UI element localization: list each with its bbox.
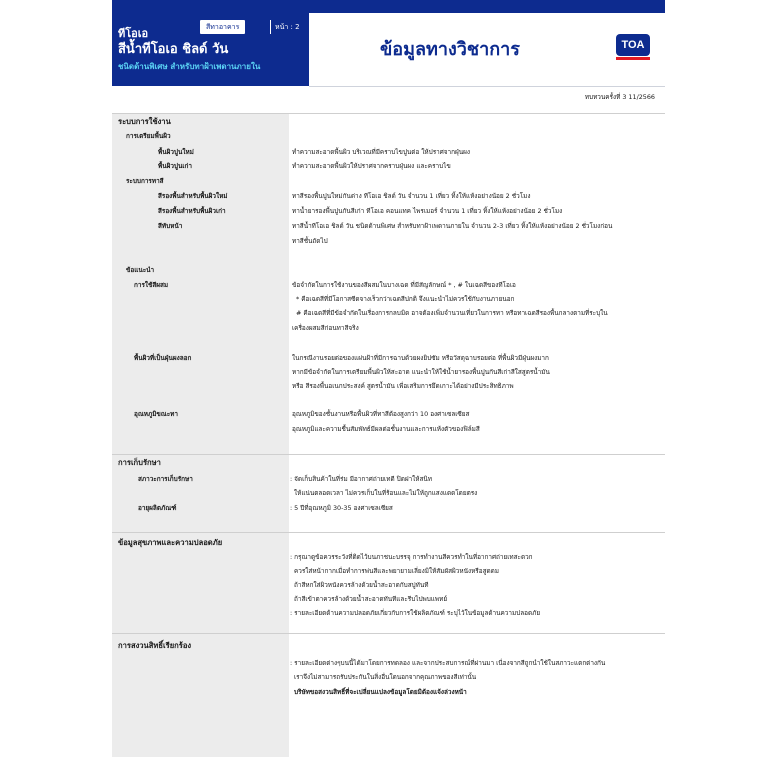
text-dusty-1: ในกรณีงานรอยต่อของแผ่นฝ้าที่มีการฉาบด้วยผงยิปซัม หรือวัสดุฉาบรอยต่อ ที่พื้นผิวมีฝุ่นผงมาก (292, 354, 549, 362)
text-old-surface: ทำความสะอาดพื้นผิวให้ปราศจากคราบฝุ่นผง และคราบไข (292, 162, 451, 170)
section-title-claims: การสงวนสิทธิ์เรียกร้อง (118, 641, 192, 650)
product-subtitle: ชนิดด้านพิเศษ สำหรับทาฝ้าเพดานภายใน (118, 62, 261, 71)
text-shelf-life: : 5 ปีที่อุณหภูมิ 30-35 องศาเซลเซียส (290, 504, 393, 512)
label-primer-new: สีรองพื้นสำหรับพื้นผิวใหม่ (158, 192, 228, 200)
label-color-mixing: การใช้สีผสม (134, 281, 169, 289)
text-safety-3: ถ้าสีหกใส่ผิวหนังควรล้างด้วยน้ำสะอาดกับสบู่ทันที (294, 581, 429, 589)
section-divider (112, 532, 665, 533)
toa-logo: TOA (616, 34, 650, 56)
text-topcoat-1: ทาสีน้ำทีโอเอ ชิลด์ วัน ชนิดด้านพิเศษ สำหรับทาฝ้าเพดานภายใน จำนวน 2-3 เที่ยว ทิ้งให้แห้งอย่างน้อย 2 ชั่วโมงก่อน (292, 222, 613, 230)
header-top-bar (112, 0, 665, 13)
section-title-safety: ข้อมูลสุขภาพและความปลอดภัย (118, 538, 223, 547)
label-temperature: อุณหภูมิขณะทา (134, 410, 178, 418)
section-divider (112, 633, 665, 634)
text-mixing-1: ข้อจำกัดในการใช้งานของสีผสมในบางเฉด ที่มีสัญลักษณ์ * , # ในเฉดสีของทีโอเอ (292, 281, 516, 289)
text-mixing-2: * คือเฉดสีที่มีโอกาสซีดจางเร็วกว่าเฉดสีปกติ จึงแนะนำไม่ควรใช้กับงานภายนอก (296, 295, 515, 303)
label-topcoat: สีทับหน้า (158, 222, 183, 230)
label-dusty-surface: พื้นผิวที่เป็นฝุ่นผงลอก (134, 354, 192, 362)
section-divider (112, 113, 665, 114)
text-claims-2: เราจึงไม่สามารถรับประกันในสิ่งอื่นใดนอกจากคุณภาพของสีเท่านั้น (294, 673, 477, 681)
text-temperature-2: อุณหภูมิและความชื้นสัมพัทธ์มีผลต่อชั้นงานและการแห้งตัวของฟิล์มสี (292, 425, 480, 433)
text-claims-1: : รายละเอียดต่างๆบนนี้ได้มาโดยการทดลอง และจากประสบการณ์ที่ผ่านมา เนื่องจากสีถูกนำใช้ในสภาวะแตกต่างกัน (290, 659, 606, 667)
label-advice: ข้อแนะนำ (126, 266, 155, 274)
logo-stripe (616, 57, 650, 60)
label-old-surface: พื้นผิวปูนเก่า (158, 162, 192, 170)
text-claims-3: บริษัทขอสงวนสิทธิ์ที่จะเปลี่ยนแปลงข้อมูลโดยมิต้องแจ้งล่วงหน้า (294, 688, 467, 696)
header (112, 0, 665, 86)
section-title-storage: การเก็บรักษา (118, 458, 161, 467)
text-topcoat-2: ทาสีชั้นถัดไป (292, 237, 328, 245)
text-temperature-1: อุณหภูมิของชั้นงานหรือพื้นผิวที่ทาสีต้องสูงกว่า 10 องศาเซลเซียส (292, 410, 470, 418)
category-tag: สีทาอาคาร (200, 20, 245, 34)
text-safety-4: ถ้าสีเข้าตาควรล้างด้วยน้ำสะอาดทันทีและรีบไปพบแพทย์ (294, 595, 448, 603)
label-surface-prep: การเตรียมพื้นผิว (126, 132, 171, 140)
label-new-surface: พื้นผิวปูนใหม่ (158, 148, 194, 156)
text-mixing-4: เครื่องผสมสีก่อนทาสีจริง (292, 324, 359, 332)
brand-name: ทีโอเอ (118, 27, 149, 40)
page-title: ข้อมูลทางวิชาการ (380, 39, 520, 60)
text-dusty-2: หากมีข้อจำกัดในการเตรียมพื้นผิวให้สะอาด แนะนำให้ใช้น้ำยารองพื้นปูนกันสีเก่าสีใสสูตรน้ำมัน (292, 368, 550, 376)
text-new-surface: ทำความสะอาดพื้นผิว บริเวณที่มีคราบไขปูนต่อ ให้ปราศจากฝุ่นผง (292, 148, 470, 156)
label-storage-conditions: สภาวะการเก็บรักษา (138, 475, 193, 483)
label-primer-old: สีรองพื้นสำหรับพื้นผิวเก่า (158, 207, 226, 215)
text-safety-1: : กรุณาดูข้อควรระวังที่ติดไว้บนภาชนะบรรจุ การทำงานสีควรทำในที่อากาศถ่ายเทสะดวก (290, 553, 533, 561)
text-safety-2: ควรใส่หน้ากากเมื่อทำการพ่นสีและพยายามเลี่ยงมิให้สัมผัสผิวหนังหรือสูดดม (294, 567, 499, 575)
text-storage-1: : จัดเก็บสินค้าในที่ร่ม มีอากาศถ่ายเทดี ปิดฝาให้สนิท (290, 475, 432, 483)
text-primer-new: ทาสีรองพื้นปูนใหม่กันด่าง ทีโอเอ ชิลด์ วัน จำนวน 1 เที่ยว ทิ้งให้แห้งอย่างน้อย 2 ชั่วโมง (292, 192, 531, 200)
data-sheet-page (112, 0, 665, 777)
revision-note: ทบทวนครั้งที่ 3 11/2566 (584, 93, 655, 101)
text-safety-5: : รายละเอียดด้านความปลอดภัยเกี่ยวกับการใช้ผลิตภัณฑ์ ระบุไว้ในข้อมูลด้านความปลอดภัย (290, 609, 541, 617)
section-divider (112, 454, 665, 455)
text-dusty-3: หรือ สีรองพื้นอเนกประสงค์ สูตรน้ำมัน เพื่อเสริมการยึดเกาะได้อย่างมีประสิทธิภาพ (292, 382, 514, 390)
section-title-application: ระบบการใช้งาน (118, 117, 171, 126)
text-mixing-3: # คือเฉดสีที่มีข้อจำกัดในเรื่องการกลบมิด อาจต้องเพิ่มจำนวนเที่ยวในการทา หรือทาเฉดสีรองพื้นกลางตามที่ระบุใน (296, 309, 608, 317)
product-name: สีน้ำทีโอเอ ชิลด์ วัน (118, 42, 229, 57)
page-number: หน้า : 2 (270, 20, 300, 34)
label-shelf-life: อายุผลิตภัณฑ์ (138, 504, 177, 512)
text-primer-old: ทาน้ำยารองพื้นปูนกันสีเก่า ทีโอเอ คอนแทค ไพรเมอร์ จำนวน 1 เที่ยว ทิ้งให้แห้งอย่างน้อย 2 ชั่วโมง (292, 207, 563, 215)
label-paint-system: ระบบการทาสี (126, 177, 164, 185)
text-storage-2: ให้แน่นตลอดเวลา ไม่ควรเก็บในที่ร้อนและไม่ให้ถูกแสงแดดโดยตรง (294, 489, 478, 497)
